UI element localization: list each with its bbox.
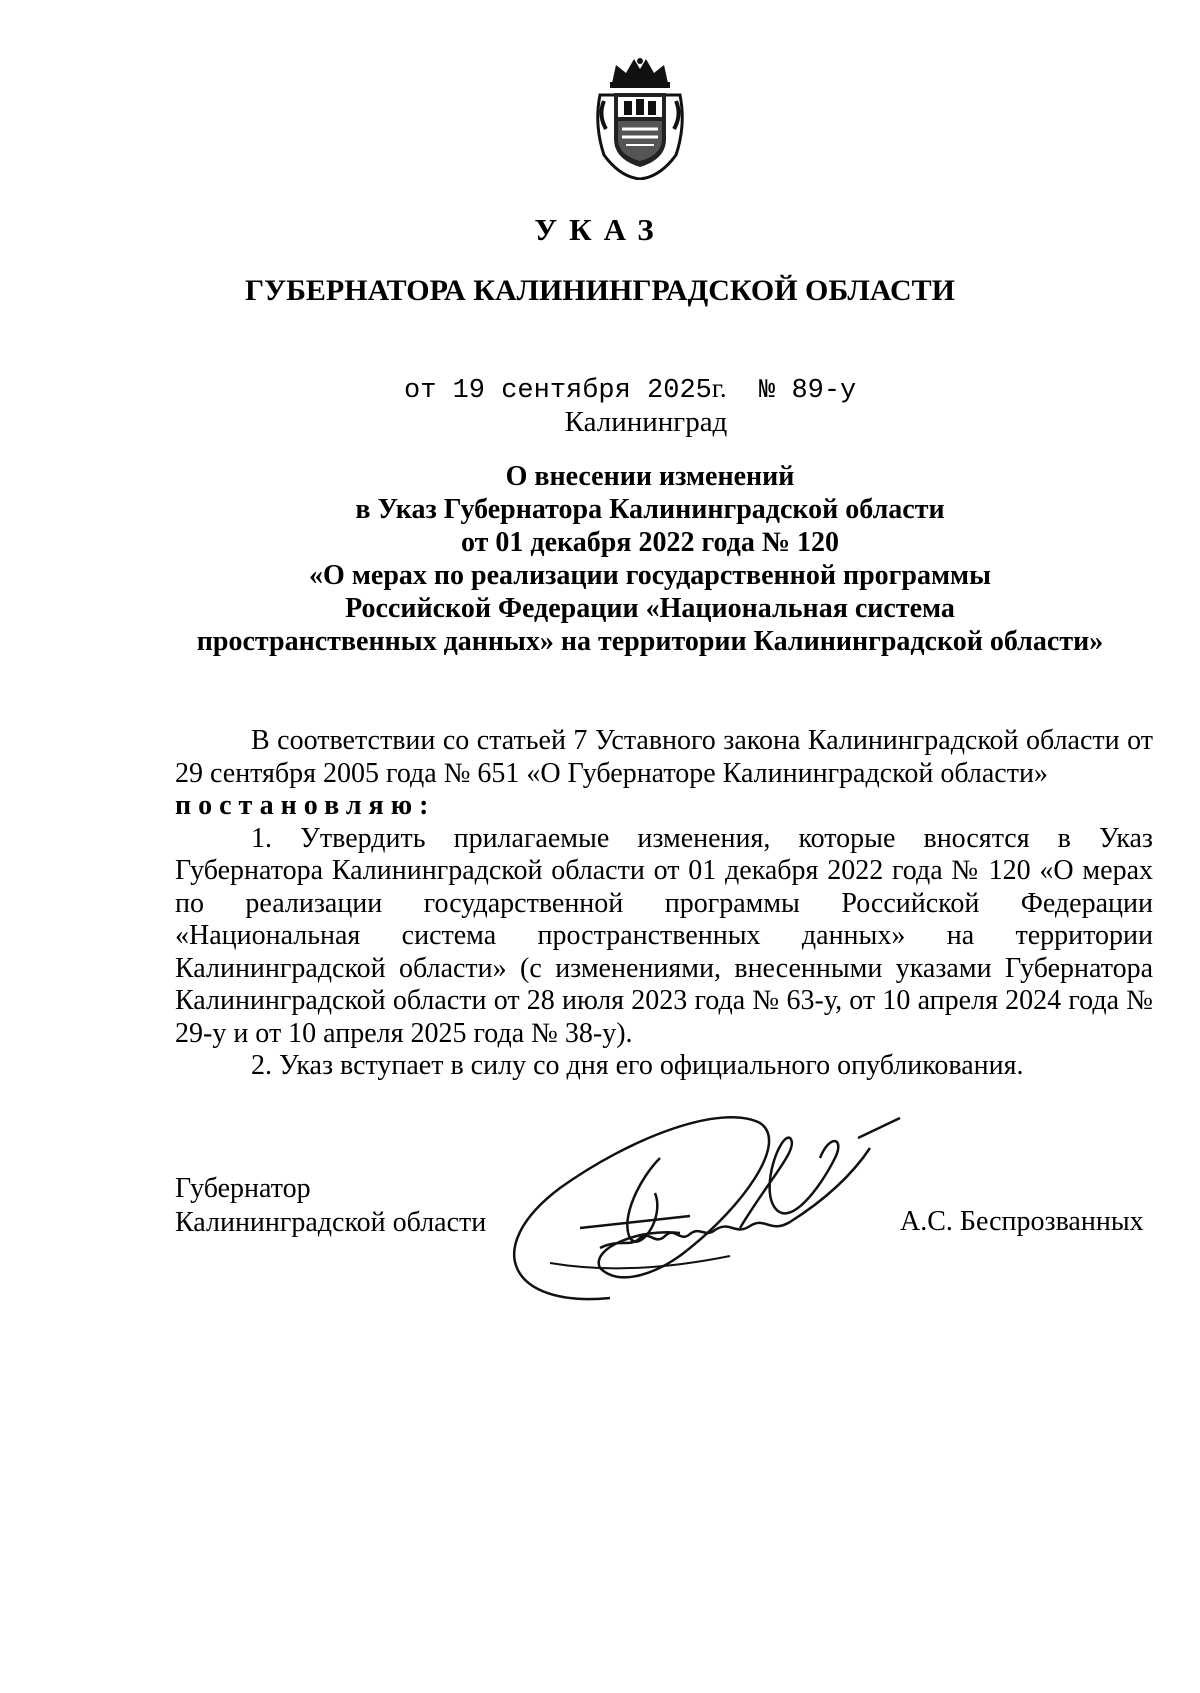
preamble-paragraph: В соответствии со статьей 7 Уставного закона Калининградской области от 29 сентября 2005 года № 651 «О Губернаторе Калининградской области» xyxy=(175,725,1153,789)
signatory-name: А.С. Беспрозванных xyxy=(900,1206,1144,1237)
date-number-line xyxy=(404,373,856,406)
heading-line: пространственных данных» на территории Калининградской области» xyxy=(196,626,1104,657)
signatory-title-line: Губернатор xyxy=(175,1173,311,1204)
handwritten-signature-icon xyxy=(490,1098,950,1313)
document-type-title: УКАЗ xyxy=(534,212,666,247)
heading-line: от 01 декабря 2022 года № 120 xyxy=(461,527,839,558)
signatory-title xyxy=(175,1172,486,1240)
heading-line: Российской Федерации «Национальная система xyxy=(345,593,955,624)
document-date: от 19 сентября 2025 xyxy=(404,376,712,406)
item-1-paragraph: 1. Утвердить прилагаемые изменения, которые вносятся в Указ Губернатора Калининградской области от 01 декабря 2022 года № 120 «О мерах по реализации государственной программы Российской Федерации «Национальная система пространственных данных» на территории Калининградской области» (с изменениями, внесенными указами Губернатора Калининградской области от 28 июля 2023 года № 63-у, от 10 апреля 2024 года № 29-у и от 10 апреля 2025 года № 38-у). xyxy=(175,822,1153,1049)
signatory-title-line: Калининградской области xyxy=(175,1207,487,1238)
issuer-title: ГУБЕРНАТОРА КАЛИНИНГРАДСКОЙ ОБЛАСТИ xyxy=(244,274,956,307)
decree-word: постановляю: xyxy=(175,790,436,821)
item-2-paragraph: 2. Указ вступает в силу со дня его официального опубликования. xyxy=(251,1050,1024,1081)
document-body xyxy=(175,725,1153,1083)
document-city: Калининград xyxy=(564,406,728,438)
heading-line: в Указ Губернатора Калининградской области xyxy=(355,494,945,525)
coat-of-arms-icon xyxy=(590,55,690,180)
document-number: № 89-у xyxy=(759,376,857,406)
heading-line: «О мерах по реализации государственной программы xyxy=(309,560,991,591)
document-heading xyxy=(150,460,1150,658)
date-year-suffix: г. xyxy=(711,373,727,403)
heading-line: О внесении изменений xyxy=(505,461,795,492)
